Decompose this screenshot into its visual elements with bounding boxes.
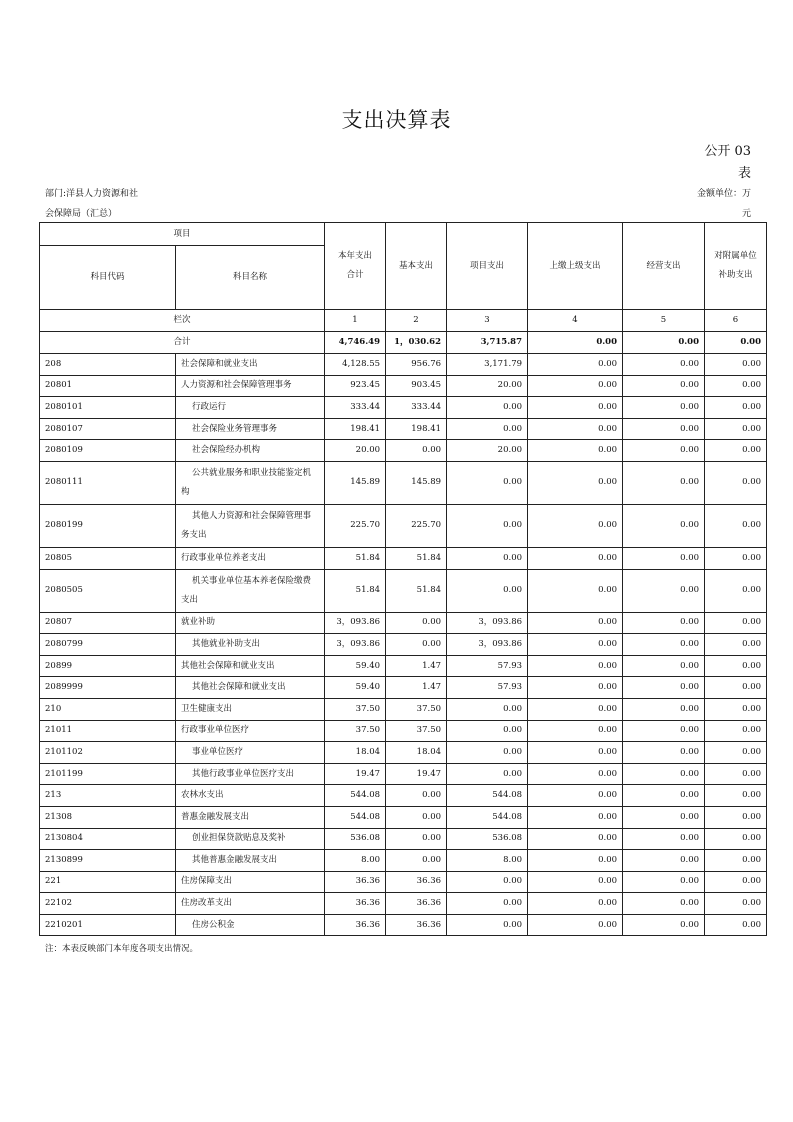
amount-project: 3，093.86 <box>447 612 528 634</box>
table-row <box>40 418 767 440</box>
subject-code: 20805 <box>40 547 176 569</box>
amount-upper: 0.00 <box>528 785 623 807</box>
amount-basic: 145.89 <box>386 461 447 504</box>
amount-upper: 0.00 <box>528 354 623 376</box>
amount-basic: 19.47 <box>386 763 447 785</box>
subject-name-line2: 务支出 <box>181 529 207 540</box>
subject-name-line1: 其他人力资源和社会保障管理事 <box>192 510 312 521</box>
amount-project: 0.00 <box>447 569 528 612</box>
subject-name: 其他就业补助支出 <box>176 634 325 656</box>
subject-name: 人力资源和社会保障管理事务 <box>176 375 325 397</box>
total-row <box>40 332 767 354</box>
amount-basic: 1.47 <box>386 655 447 677</box>
header-basic: 基本支出 <box>386 223 447 310</box>
subject-name: 住房改革支出 <box>176 893 325 915</box>
table-row <box>40 871 767 893</box>
header-project-expense: 项目支出 <box>447 223 528 310</box>
header-upper: 上缴上级支出 <box>528 223 623 310</box>
amount-operating: 0.00 <box>623 742 705 764</box>
amount-total: 544.08 <box>325 806 386 828</box>
subject-name: 其他社会保障和就业支出 <box>176 655 325 677</box>
header-code: 科目代码 <box>40 246 176 310</box>
amount-subsidy: 0.00 <box>705 547 767 569</box>
table-row <box>40 634 767 656</box>
subject-code: 213 <box>40 785 176 807</box>
amount-basic: 37.50 <box>386 720 447 742</box>
footnote: 注：本表反映部门本年度各项支出情况。 <box>45 944 199 954</box>
total-basic-cell: 1，030.62 <box>386 332 447 354</box>
table-row <box>40 850 767 872</box>
unit-label: 金额单位：万 <box>696 189 751 199</box>
amount-project: 57.93 <box>447 655 528 677</box>
subject-code: 2080799 <box>40 634 176 656</box>
amount-subsidy: 0.00 <box>705 742 767 764</box>
amount-upper: 0.00 <box>528 893 623 915</box>
amount-total: 198.41 <box>325 418 386 440</box>
subject-code: 2101199 <box>40 763 176 785</box>
amount-upper: 0.00 <box>528 914 623 936</box>
subject-name: 住房公积金 <box>176 914 325 936</box>
subject-code: 2080107 <box>40 418 176 440</box>
table-row <box>40 785 767 807</box>
amount-subsidy: 0.00 <box>705 375 767 397</box>
subject-code: 21308 <box>40 806 176 828</box>
department-label: 部门:洋县人力资源和社 <box>45 189 139 199</box>
amount-total: 51.84 <box>325 547 386 569</box>
amount-basic: 903.45 <box>386 375 447 397</box>
amount-project: 57.93 <box>447 677 528 699</box>
amount-total: 37.50 <box>325 720 386 742</box>
table-row <box>40 893 767 915</box>
amount-operating: 0.00 <box>623 698 705 720</box>
amount-basic: 18.04 <box>386 742 447 764</box>
amount-subsidy: 0.00 <box>705 655 767 677</box>
amount-basic: 51.84 <box>386 569 447 612</box>
amount-total: 3，093.86 <box>325 634 386 656</box>
amount-basic: 225.70 <box>386 504 447 547</box>
subject-name: 行政事业单位医疗 <box>176 720 325 742</box>
amount-subsidy: 0.00 <box>705 354 767 376</box>
amount-project: 544.08 <box>447 785 528 807</box>
header-operating: 经营支出 <box>623 223 705 310</box>
amount-operating: 0.00 <box>623 763 705 785</box>
amount-project: 0.00 <box>447 763 528 785</box>
header-total <box>325 223 386 310</box>
amount-upper: 0.00 <box>528 850 623 872</box>
amount-basic: 51.84 <box>386 547 447 569</box>
subject-code: 221 <box>40 871 176 893</box>
department-label-cont: 会保障局（汇总） <box>45 209 118 219</box>
total-project-cell: 3,715.87 <box>447 332 528 354</box>
amount-total: 536.08 <box>325 828 386 850</box>
amount-project: 0.00 <box>447 397 528 419</box>
subject-name: 社会保障和就业支出 <box>176 354 325 376</box>
subject-code: 2210201 <box>40 914 176 936</box>
table-row <box>40 720 767 742</box>
subject-name: 农林水支出 <box>176 785 325 807</box>
amount-upper: 0.00 <box>528 397 623 419</box>
amount-project: 0.00 <box>447 418 528 440</box>
table-row <box>40 547 767 569</box>
amount-subsidy: 0.00 <box>705 893 767 915</box>
amount-project: 0.00 <box>447 461 528 504</box>
amount-total: 145.89 <box>325 461 386 504</box>
amount-basic: 0.00 <box>386 440 447 462</box>
amount-subsidy: 0.00 <box>705 698 767 720</box>
table-row <box>40 569 767 612</box>
amount-project: 20.00 <box>447 440 528 462</box>
expenditure-table <box>39 222 767 936</box>
amount-total: 544.08 <box>325 785 386 807</box>
header-total-line1: 本年支出 <box>338 251 373 261</box>
subject-name: 创业担保贷款贴息及奖补 <box>176 828 325 850</box>
amount-total: 59.40 <box>325 677 386 699</box>
amount-operating: 0.00 <box>623 785 705 807</box>
amount-upper: 0.00 <box>528 763 623 785</box>
amount-project: 0.00 <box>447 893 528 915</box>
amount-basic: 36.36 <box>386 893 447 915</box>
amount-project: 3，093.86 <box>447 634 528 656</box>
subject-name: 社会保险经办机构 <box>176 440 325 462</box>
amount-basic: 37.50 <box>386 698 447 720</box>
amount-subsidy: 0.00 <box>705 720 767 742</box>
subject-name-line2: 支出 <box>181 594 199 605</box>
table-row <box>40 461 767 504</box>
amount-operating: 0.00 <box>623 634 705 656</box>
amount-upper: 0.00 <box>528 375 623 397</box>
amount-total: 59.40 <box>325 655 386 677</box>
amount-upper: 0.00 <box>528 547 623 569</box>
header-project: 项目 <box>40 223 325 246</box>
amount-subsidy: 0.00 <box>705 677 767 699</box>
subject-code: 2130899 <box>40 850 176 872</box>
amount-subsidy: 0.00 <box>705 634 767 656</box>
amount-upper: 0.00 <box>528 440 623 462</box>
col-num: 1 <box>325 310 386 332</box>
amount-subsidy: 0.00 <box>705 504 767 547</box>
amount-project: 0.00 <box>447 698 528 720</box>
table-row <box>40 763 767 785</box>
amount-total: 36.36 <box>325 914 386 936</box>
amount-basic: 36.36 <box>386 914 447 936</box>
amount-upper: 0.00 <box>528 742 623 764</box>
amount-total: 333.44 <box>325 397 386 419</box>
subject-code: 20899 <box>40 655 176 677</box>
amount-total: 8.00 <box>325 850 386 872</box>
header-total-line2: 合计 <box>346 270 364 280</box>
amount-operating: 0.00 <box>623 893 705 915</box>
subject-name <box>176 569 325 612</box>
amount-basic: 0.00 <box>386 612 447 634</box>
table-row <box>40 806 767 828</box>
amount-total: 923.45 <box>325 375 386 397</box>
amount-upper: 0.00 <box>528 634 623 656</box>
table-row <box>40 742 767 764</box>
subject-code: 21011 <box>40 720 176 742</box>
amount-total: 36.36 <box>325 893 386 915</box>
amount-upper: 0.00 <box>528 655 623 677</box>
table-row <box>40 914 767 936</box>
col-num: 6 <box>705 310 767 332</box>
amount-operating: 0.00 <box>623 375 705 397</box>
subject-code: 20801 <box>40 375 176 397</box>
amount-subsidy: 0.00 <box>705 418 767 440</box>
header-row <box>40 223 767 246</box>
amount-upper: 0.00 <box>528 612 623 634</box>
subject-code: 2130804 <box>40 828 176 850</box>
amount-operating: 0.00 <box>623 720 705 742</box>
amount-basic: 0.00 <box>386 828 447 850</box>
subject-name-line1: 机关事业单位基本养老保险缴费 <box>192 575 312 586</box>
table-row <box>40 677 767 699</box>
subject-name <box>176 504 325 547</box>
amount-upper: 0.00 <box>528 418 623 440</box>
amount-upper: 0.00 <box>528 677 623 699</box>
amount-operating: 0.00 <box>623 461 705 504</box>
subject-code: 2089999 <box>40 677 176 699</box>
amount-project: 0.00 <box>447 742 528 764</box>
amount-upper: 0.00 <box>528 569 623 612</box>
amount-operating: 0.00 <box>623 569 705 612</box>
amount-upper: 0.00 <box>528 871 623 893</box>
table-row <box>40 698 767 720</box>
amount-basic: 36.36 <box>386 871 447 893</box>
amount-basic: 956.76 <box>386 354 447 376</box>
subject-name: 住房保障支出 <box>176 871 325 893</box>
amount-basic: 198.41 <box>386 418 447 440</box>
amount-total: 20.00 <box>325 440 386 462</box>
table-row <box>40 397 767 419</box>
amount-total: 36.36 <box>325 871 386 893</box>
amount-total: 19.47 <box>325 763 386 785</box>
subject-code: 2080109 <box>40 440 176 462</box>
subject-name: 其他社会保障和就业支出 <box>176 677 325 699</box>
subject-code: 2080111 <box>40 461 176 504</box>
amount-operating: 0.00 <box>623 677 705 699</box>
amount-basic: 0.00 <box>386 785 447 807</box>
amount-subsidy: 0.00 <box>705 397 767 419</box>
subject-name-line1: 公共就业服务和职业技能鉴定机 <box>192 467 312 478</box>
col-num: 3 <box>447 310 528 332</box>
subject-name: 其他行政事业单位医疗支出 <box>176 763 325 785</box>
subject-name: 行政事业单位养老支出 <box>176 547 325 569</box>
header-subsidy-line1: 对附属单位 <box>714 251 757 261</box>
amount-operating: 0.00 <box>623 828 705 850</box>
amount-subsidy: 0.00 <box>705 612 767 634</box>
col-num: 2 <box>386 310 447 332</box>
subject-name: 就业补助 <box>176 612 325 634</box>
header-subsidy-line2: 补助支出 <box>718 270 753 280</box>
amount-operating: 0.00 <box>623 806 705 828</box>
amount-basic: 0.00 <box>386 634 447 656</box>
subject-name: 其他普惠金融发展支出 <box>176 850 325 872</box>
table-row <box>40 504 767 547</box>
amount-project: 0.00 <box>447 504 528 547</box>
header-subsidy <box>705 223 767 310</box>
page-title: 支出决算表 <box>341 108 452 132</box>
amount-total: 3，093.86 <box>325 612 386 634</box>
subject-name: 社会保险业务管理事务 <box>176 418 325 440</box>
subject-name <box>176 461 325 504</box>
amount-basic: 1.47 <box>386 677 447 699</box>
table-row <box>40 612 767 634</box>
amount-upper: 0.00 <box>528 806 623 828</box>
amount-project: 0.00 <box>447 871 528 893</box>
amount-operating: 0.00 <box>623 354 705 376</box>
subject-code: 22102 <box>40 893 176 915</box>
amount-total: 4,128.55 <box>325 354 386 376</box>
amount-project: 20.00 <box>447 375 528 397</box>
amount-project: 3,171.79 <box>447 354 528 376</box>
table-row <box>40 655 767 677</box>
subject-code: 20807 <box>40 612 176 634</box>
amount-total: 225.70 <box>325 504 386 547</box>
amount-operating: 0.00 <box>623 655 705 677</box>
amount-operating: 0.00 <box>623 504 705 547</box>
subject-code: 2080101 <box>40 397 176 419</box>
table-row <box>40 440 767 462</box>
table-row <box>40 828 767 850</box>
amount-upper: 0.00 <box>528 504 623 547</box>
table-code-suffix: 表 <box>737 166 751 181</box>
amount-operating: 0.00 <box>623 440 705 462</box>
col-num: 4 <box>528 310 623 332</box>
amount-subsidy: 0.00 <box>705 850 767 872</box>
amount-upper: 0.00 <box>528 698 623 720</box>
subject-code: 2080199 <box>40 504 176 547</box>
table-code: 公开 03 <box>704 144 751 159</box>
amount-project: 8.00 <box>447 850 528 872</box>
amount-project: 0.00 <box>447 720 528 742</box>
amount-basic: 0.00 <box>386 806 447 828</box>
amount-upper: 0.00 <box>528 720 623 742</box>
amount-subsidy: 0.00 <box>705 914 767 936</box>
total-upper-cell: 0.00 <box>528 332 623 354</box>
subject-code: 2101102 <box>40 742 176 764</box>
subject-code: 2080505 <box>40 569 176 612</box>
amount-operating: 0.00 <box>623 612 705 634</box>
amount-subsidy: 0.00 <box>705 806 767 828</box>
col-num: 5 <box>623 310 705 332</box>
amount-operating: 0.00 <box>623 547 705 569</box>
amount-project: 0.00 <box>447 547 528 569</box>
amount-subsidy: 0.00 <box>705 828 767 850</box>
total-operating-cell: 0.00 <box>623 332 705 354</box>
amount-operating: 0.00 <box>623 418 705 440</box>
amount-subsidy: 0.00 <box>705 763 767 785</box>
amount-operating: 0.00 <box>623 850 705 872</box>
unit-label-cont: 元 <box>741 209 751 219</box>
total-label: 合计 <box>40 332 325 354</box>
amount-basic: 333.44 <box>386 397 447 419</box>
amount-total: 18.04 <box>325 742 386 764</box>
total-subsidy-cell: 0.00 <box>705 332 767 354</box>
amount-subsidy: 0.00 <box>705 461 767 504</box>
amount-operating: 0.00 <box>623 397 705 419</box>
subject-name: 卫生健康支出 <box>176 698 325 720</box>
amount-upper: 0.00 <box>528 828 623 850</box>
header-name: 科目名称 <box>176 246 325 310</box>
amount-subsidy: 0.00 <box>705 785 767 807</box>
subject-name: 普惠金融发展支出 <box>176 806 325 828</box>
column-number-row <box>40 310 767 332</box>
amount-project: 536.08 <box>447 828 528 850</box>
amount-upper: 0.00 <box>528 461 623 504</box>
amount-subsidy: 0.00 <box>705 871 767 893</box>
total-cell: 4,746.49 <box>325 332 386 354</box>
amount-subsidy: 0.00 <box>705 569 767 612</box>
amount-project: 544.08 <box>447 806 528 828</box>
amount-subsidy: 0.00 <box>705 440 767 462</box>
subject-name-line2: 构 <box>181 486 190 497</box>
subject-name: 行政运行 <box>176 397 325 419</box>
amount-operating: 0.00 <box>623 914 705 936</box>
table-row <box>40 354 767 376</box>
table-row <box>40 375 767 397</box>
subject-code: 208 <box>40 354 176 376</box>
amount-basic: 0.00 <box>386 850 447 872</box>
amount-total: 51.84 <box>325 569 386 612</box>
subject-code: 210 <box>40 698 176 720</box>
amount-total: 37.50 <box>325 698 386 720</box>
amount-project: 0.00 <box>447 914 528 936</box>
column-label: 栏次 <box>40 310 325 332</box>
subject-name: 事业单位医疗 <box>176 742 325 764</box>
amount-operating: 0.00 <box>623 871 705 893</box>
